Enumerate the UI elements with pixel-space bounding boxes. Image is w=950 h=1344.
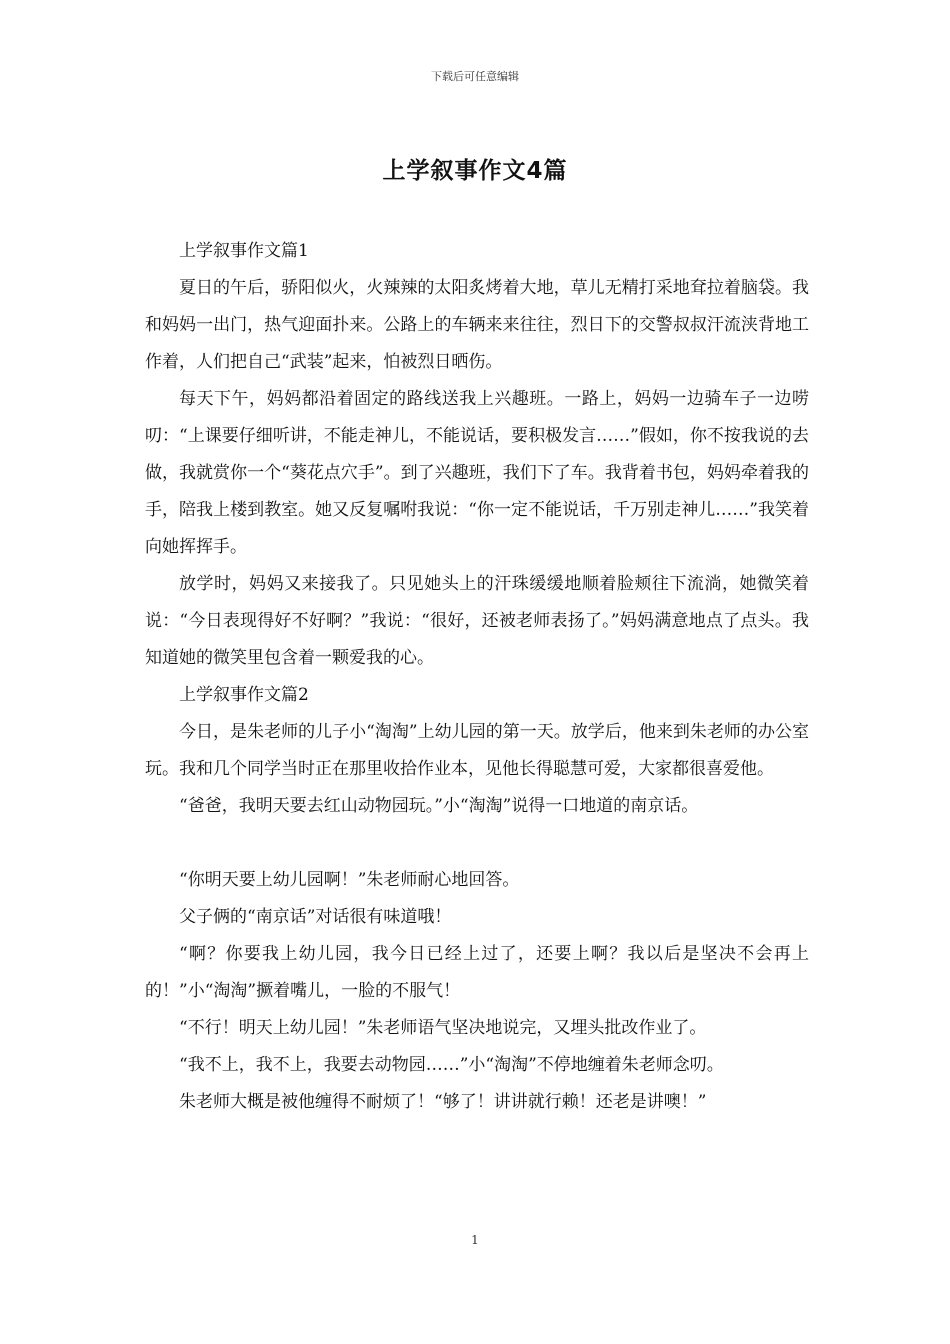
page-number: 1	[471, 1233, 479, 1247]
paragraph: 夏日的午后，骄阳似火，火辣辣的太阳炙烤着大地，草儿无精打采地耷拉着脑袋。我和妈妈一出门，热气迎面扑来。公路上的车辆来来往往，烈日下的交警叔叔汗流浃背地工作着，人们把自己“武装”起来，怕被烈日晒伤。	[145, 278, 809, 372]
page-header: 下载后可任意编辑	[431, 70, 519, 83]
paragraph: “你明天要上幼儿园啊！”朱老师耐心地回答。	[179, 870, 520, 890]
paragraph: 父子俩的“南京话”对话很有味道哦！	[179, 907, 452, 927]
paragraph: 每天下午，妈妈都沿着固定的路线送我上兴趣班。一路上，妈妈一边骑车子一边唠叨：“上课要仔细听讲，不能走神儿，不能说话，要积极发言……”假如，你不按我说的去做，我就赏你一个“葵花点穴手”。到了兴趣班，我们下了车。我背着书包，妈妈牵着我的手，陪我上楼到教室。她又反复嘱咐我说：“你一定不能说话，千万别走神儿……”我笑着向她挥挥手。	[145, 389, 809, 557]
document-body	[145, 233, 809, 1121]
paragraph: “不行！明天上幼儿园！”朱老师语气坚决地说完，又埋头批改作业了。	[179, 1018, 707, 1038]
paragraph: 今日，是朱老师的儿子小“淘淘”上幼儿园的第一天。放学后，他来到朱老师的办公室玩。我和几个同学当时正在那里收拾作业本，见他长得聪慧可爱，大家都很喜爱他。	[145, 722, 809, 779]
paragraph: 放学时，妈妈又来接我了。只见她头上的汗珠缓缓地顺着脸颊往下流淌，她微笑着说：“今日表现得好不好啊？”我说：“很好，还被老师表扬了。”妈妈满意地点了点头。我知道她的微笑里包含着一颗爱我的心。	[145, 574, 809, 668]
paragraph: 朱老师大概是被他缠得不耐烦了！“够了！讲讲就行赖！还老是讲噢！”	[179, 1092, 707, 1112]
paragraph: “啊？你要我上幼儿园，我今日已经上过了，还要上啊？我以后是坚决不会再上的！”小“淘淘”撅着嘴儿，一脸的不服气！	[145, 944, 809, 1001]
section-heading: 上学叙事作文篇1	[179, 241, 309, 261]
paragraph: “爸爸，我明天要去红山动物园玩。”小“淘淘”说得一口地道的南京话。	[179, 796, 699, 816]
document-title: 上学叙事作文4篇	[382, 158, 568, 184]
paragraph: “我不上，我不上，我要去动物园……”小“淘淘”不停地缠着朱老师念叨。	[179, 1055, 724, 1075]
blank-line	[145, 825, 809, 862]
section-heading: 上学叙事作文篇2	[179, 685, 309, 705]
